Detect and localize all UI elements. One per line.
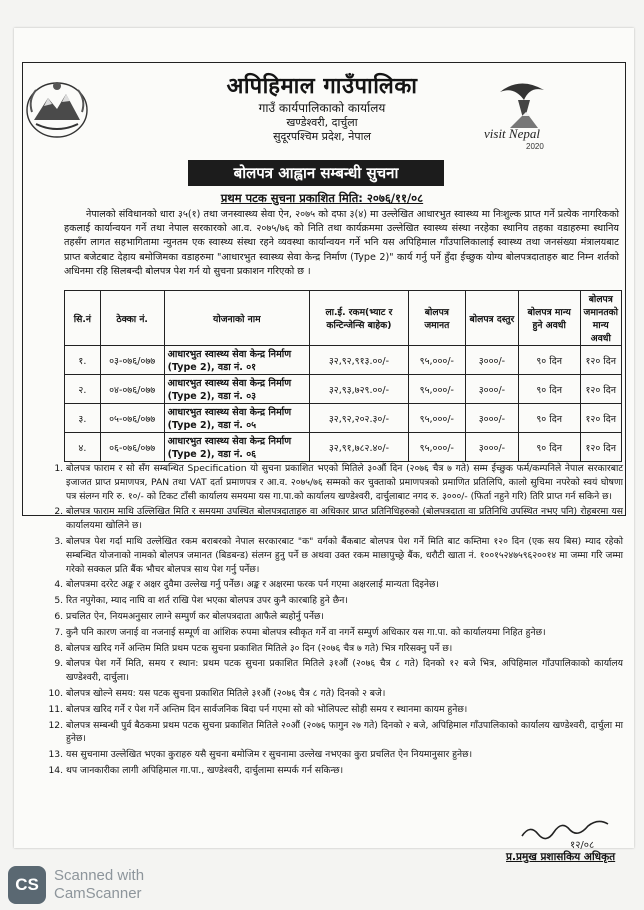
cell-security: ९५,०००/-: [408, 404, 465, 433]
cell-project: आधारभुत स्वास्थ्य सेवा केन्द्र निर्माण (Type 2), वडा नं. ०१: [164, 346, 310, 375]
list-item: 5. रित नपुगेका, म्याद नाघि वा शर्त राखि पेश भएका बोलपत्र उपर कुनै कारबाहि हुने छैन।: [66, 594, 623, 608]
list-item: 6. प्रचलित ऐन, नियमअनुसार लाग्ने सम्पुर्ण कर बोलपत्रदाता आफैले ब्यहोर्नु पर्नेछ।: [66, 610, 623, 624]
list-item: 1. बोलपत्र फाराम र सो सँग सम्बन्धित Specification यो सुचना प्रकाशित भएको मितिले ३०औं दिन (२०७६ चैत्र ७ गते) सम्म ईच्छुक फर्म/कम्पनिले नेपाल सरकारबाट इजाजत प्राप्त प्रमाणपत्र, PAN तथा VAT दर्ता प्रमाणपत्र र आ.व. २०७५/७६ सम्मको कर चुक्ताको प्रमाणपत्रको प्रमाणित प्रतिलिपि, कालो सुचिमा नपरेको स्वयं घोषणा पत्र संलग्न गरि रु. १०/- को टिकट टाँसी कार्यालय समयमा यस गा.पा.को कार्यालय खण्डेश्वरी, दार्चुलाबाट नगद रु. ३०००/- (फिर्ता नहुने गरि) तिरि प्राप्त गर्न सकिने छ।: [66, 462, 623, 503]
cell-estimate: ३२,९२,९१३.००/-: [310, 346, 409, 375]
cell-validity: ९० दिन: [518, 433, 580, 462]
cell-contract: ०३-०७६/०७७: [100, 346, 164, 375]
org-name: अपिहिमाल गाउँपालिका: [226, 74, 418, 99]
list-item: 12. बोलपत्र सम्बन्धी पुर्व बैठकमा प्रथम पटक सुचना प्रकाशित मितिले २०औं (२०७६ फागुन २७ गते) दिनको २ बजे, अपिहिमाल गाँउपालिकाको कार्यालय खण्डेश्वरी, दार्चुला मा हुनेछ।: [66, 719, 623, 747]
cell-security: ९५,०००/-: [408, 433, 465, 462]
office-name: गाउँ कार्यपालिकाको कार्यालय: [258, 101, 386, 115]
table-header-row: [65, 291, 622, 346]
intro-paragraph: [64, 208, 619, 279]
cell-contract: ०४-०७६/०७७: [100, 375, 164, 404]
notice-title-banner: बोलपत्र आह्वान सम्बन्धी सुचना: [188, 160, 444, 186]
cell-project: आधारभुत स्वास्थ्य सेवा केन्द्र निर्माण (Type 2), वडा नं. ०६: [164, 433, 310, 462]
cell-security-validity: १२० दिन: [580, 433, 621, 462]
cell-sn: २.: [65, 375, 101, 404]
svg-text:2020: 2020: [526, 142, 544, 151]
svg-text:visit Nepal: visit Nepal: [484, 126, 540, 141]
col-security: बोलपत्र जमानत: [408, 291, 465, 346]
list-item: 4. बोलपत्रमा दररेट अङ्क र अक्षर दुवैमा उल्लेख गर्नु पर्नेछ। अङ्क र अक्षरमा फरक पर्न गएमा अक्षरलाई मान्यता दिइनेछ।: [66, 578, 623, 592]
cell-fee: ३०००/-: [465, 433, 518, 462]
cell-project: आधारभुत स्वास्थ्य सेवा केन्द्र निर्माण (Type 2), वडा नं. ०३: [164, 375, 310, 404]
list-item: 3. बोलपत्र पेश गर्दा माथि उल्लेखित रकम बराबरको नेपाल सरकारबाट "क" वर्गको बैंकबाट बोलपत्र पेश गर्ने मिति बाट कम्तिमा १२० दिन (एक सय बिस) म्याद रहेको सम्बन्धित योजनाको नामको बोलपत्र जमानत (बिडबन्ड) संलग्न हुनु पर्ने छ अथवा उक्त रकम माछापुच्छ्रे बैंक, धरौटी खाता नं. १००१५२४७५९६२००१४ मा जम्मा गरि जम्मा गरेको सक्कल प्रति बैंक भौचर बोलपत्र साथ पेश गर्नु पर्नेछ।: [66, 535, 623, 576]
list-item: 13. यस सुचनामा उल्लेखित भएका कुराहरु यसै सुचना बमोजिम र सुचनामा उल्लेख नभएका कुरा प्रचलित ऐन नियमानुसार हुनेछ।: [66, 748, 623, 762]
scanner-text-line1: Scanned with: [54, 867, 145, 884]
svg-text:१२/०८: १२/०८: [570, 840, 595, 851]
cell-validity: ९० दिन: [518, 404, 580, 433]
signature-mark: [518, 814, 614, 854]
cell-validity: ९० दिन: [518, 346, 580, 375]
col-security-validity: बोलपत्र जमानतको मान्य अवधी: [580, 291, 621, 346]
cell-validity: ९० दिन: [518, 375, 580, 404]
cell-security: ९५,०००/-: [408, 346, 465, 375]
conditions-list: [48, 462, 623, 780]
table-row: [65, 375, 622, 404]
col-estimate: ला.ई. रकम(भ्याट र कन्टिन्जेन्सि बाहेक): [310, 291, 409, 346]
cell-fee: ३०००/-: [465, 346, 518, 375]
table-row: [65, 404, 622, 433]
cell-sn: ३.: [65, 404, 101, 433]
cell-sn: ४.: [65, 433, 101, 462]
signatory-title: प्र.प्रमुख प्रशासकिय अधिकृत: [506, 851, 616, 863]
table-row: [65, 346, 622, 375]
cell-project: आधारभुत स्वास्थ्य सेवा केन्द्र निर्माण (Type 2), वडा नं. ०५: [164, 404, 310, 433]
cell-estimate: ३२,९३,७२९.००/-: [310, 375, 409, 404]
publication-date: प्रथम पटक सुचना प्रकाशित मिति: २०७६/११/०८: [220, 191, 424, 205]
col-fee: बोलपत्र दस्तुर: [465, 291, 518, 346]
col-sn: सि.नं: [65, 291, 101, 346]
intro-text: नेपालको संविधानको धारा ३५(१) तथा जनस्वास्थ्य सेवा ऐन, २०७५ को दफा ३(४) मा उल्लेखित आधारभुत स्वास्थ्य मा निःशुल्क प्राप्त गर्ने प्रत्येक नागरिकको हकलाई कार्यान्वयन गर्ने तथा नेपाल सरकारको आ.व. २०७५/७६ को निति तथा कार्यक्रममा उल्लेखित स्वास्थ्य संस्था नरहेका स्थानिय तहका वडाहरुमा स्थानिय तहसँग लागत सहभागितामा न्युनतम एक स्वास्थ्य संस्था रहने व्यवस्था कार्यान्वयन गर्ने भनि यस अपिहिमाल गाँउपालिकालाई स्वास्थ्य तथा जनसंख्या मंत्रालयबाट प्राप्त बजेटबाट देहाय बमोजिमका वडाहरुमा "आधारभुत स्वास्थ्य सेवा केन्द्र निर्माण (Type 2)" कार्य गर्नु पर्ने हुँदा ईच्छुक योग्य बोलपत्रदाताहरु बाट निम्न शर्तको अधिनमा रहि सिलबन्दी बोलपत्र पेश गर्न यो सुचना प्रकाशन गरिएको छ ।: [64, 209, 619, 277]
cell-contract: ०५-०७६/०७७: [100, 404, 164, 433]
cell-security-validity: १२० दिन: [580, 375, 621, 404]
office-address: खण्डेश्वरी, दार्चुला: [286, 116, 358, 129]
col-project: योजनाको नाम: [164, 291, 310, 346]
cell-sn: १.: [65, 346, 101, 375]
cell-estimate: ३२,९१,७८२.४०/-: [310, 433, 409, 462]
list-item: 8. बोलपत्र खरिद गर्ने अन्तिम मिति प्रथम पटक सुचना प्रकाशित मितिले ३० दिन (२०७६ चैत्र ७ गते) भित्र गरिसक्नु पर्ने छ।: [66, 642, 623, 656]
cell-contract: ०६-०७६/०७७: [100, 433, 164, 462]
bid-table: [64, 290, 622, 462]
col-validity: बोलपत्र मान्य हुने अवधी: [518, 291, 580, 346]
list-item: 9. बोलपत्र पेश गर्ने मिति, समय र स्थान: प्रथम पटक सुचना प्रकाशित मितिले ३१औं (२०७६ चैत्र ८ गते) दिनको १२ बजे भित्र, अपिहिमाल गाँउपालिकाको कार्यालय खण्डेश्वरी, दार्चुला।: [66, 657, 623, 685]
cell-security-validity: १२० दिन: [580, 404, 621, 433]
table-row: [65, 433, 622, 462]
cell-fee: ३०००/-: [465, 375, 518, 404]
cell-security-validity: १२० दिन: [580, 346, 621, 375]
office-province: सुदूरपश्चिम प्रदेश, नेपाल: [273, 130, 371, 143]
col-contract: ठेक्का नं.: [100, 291, 164, 346]
cell-security: ९५,०००/-: [408, 375, 465, 404]
list-item: 10. बोलपत्र खोल्ने समय: यस पटक सुचना प्रकाशित मितिले ३१औं (२०७६ चैत्र ८ गते) दिनको २ बजे।: [66, 687, 623, 701]
list-item: 7. कुनै पनि कारण जनाई वा नजनाई सम्पूर्ण वा आंशिक रुपमा बोलपत्र स्वीकृत गर्ने वा नगर्ने सम्पुर्ण अधिकार यस गा.पा. को कार्यालयमा निहित हुनेछ।: [66, 626, 623, 640]
cell-fee: ३०००/-: [465, 404, 518, 433]
camscanner-logo-icon: CS: [8, 866, 46, 904]
cell-estimate: ३२,९२,२०२.३०/-: [310, 404, 409, 433]
camscanner-watermark: [8, 866, 208, 906]
scanner-text-line2: CamScanner: [54, 885, 142, 902]
list-item: 2. बोलपत्र फाराम माथि उल्लिखित मिति र समयमा उपस्थित बोलपत्रदाताहरु वा अधिकार प्राप्त प्रतिनिधिहरुको (बोलपत्रदाता वा प्रतिनिधि उपस्थित नभए पनि) रोहबरमा यस कार्यालयमा खोलिने छ।: [66, 505, 623, 533]
list-item: 14. थप जानकारीका लागी अपिहिमाल गा.पा., खण्डेश्वरी, दार्चुलामा सम्पर्क गर्न सकिन्छ।: [66, 764, 623, 778]
list-item: 11. बोलपत्र खरिद गर्ने र पेश गर्ने अन्तिम दिन सार्वजनिक बिदा पर्न गएमा सो को भोलिपल्ट सोही समय र स्थानमा कायम हुनेछ।: [66, 703, 623, 717]
